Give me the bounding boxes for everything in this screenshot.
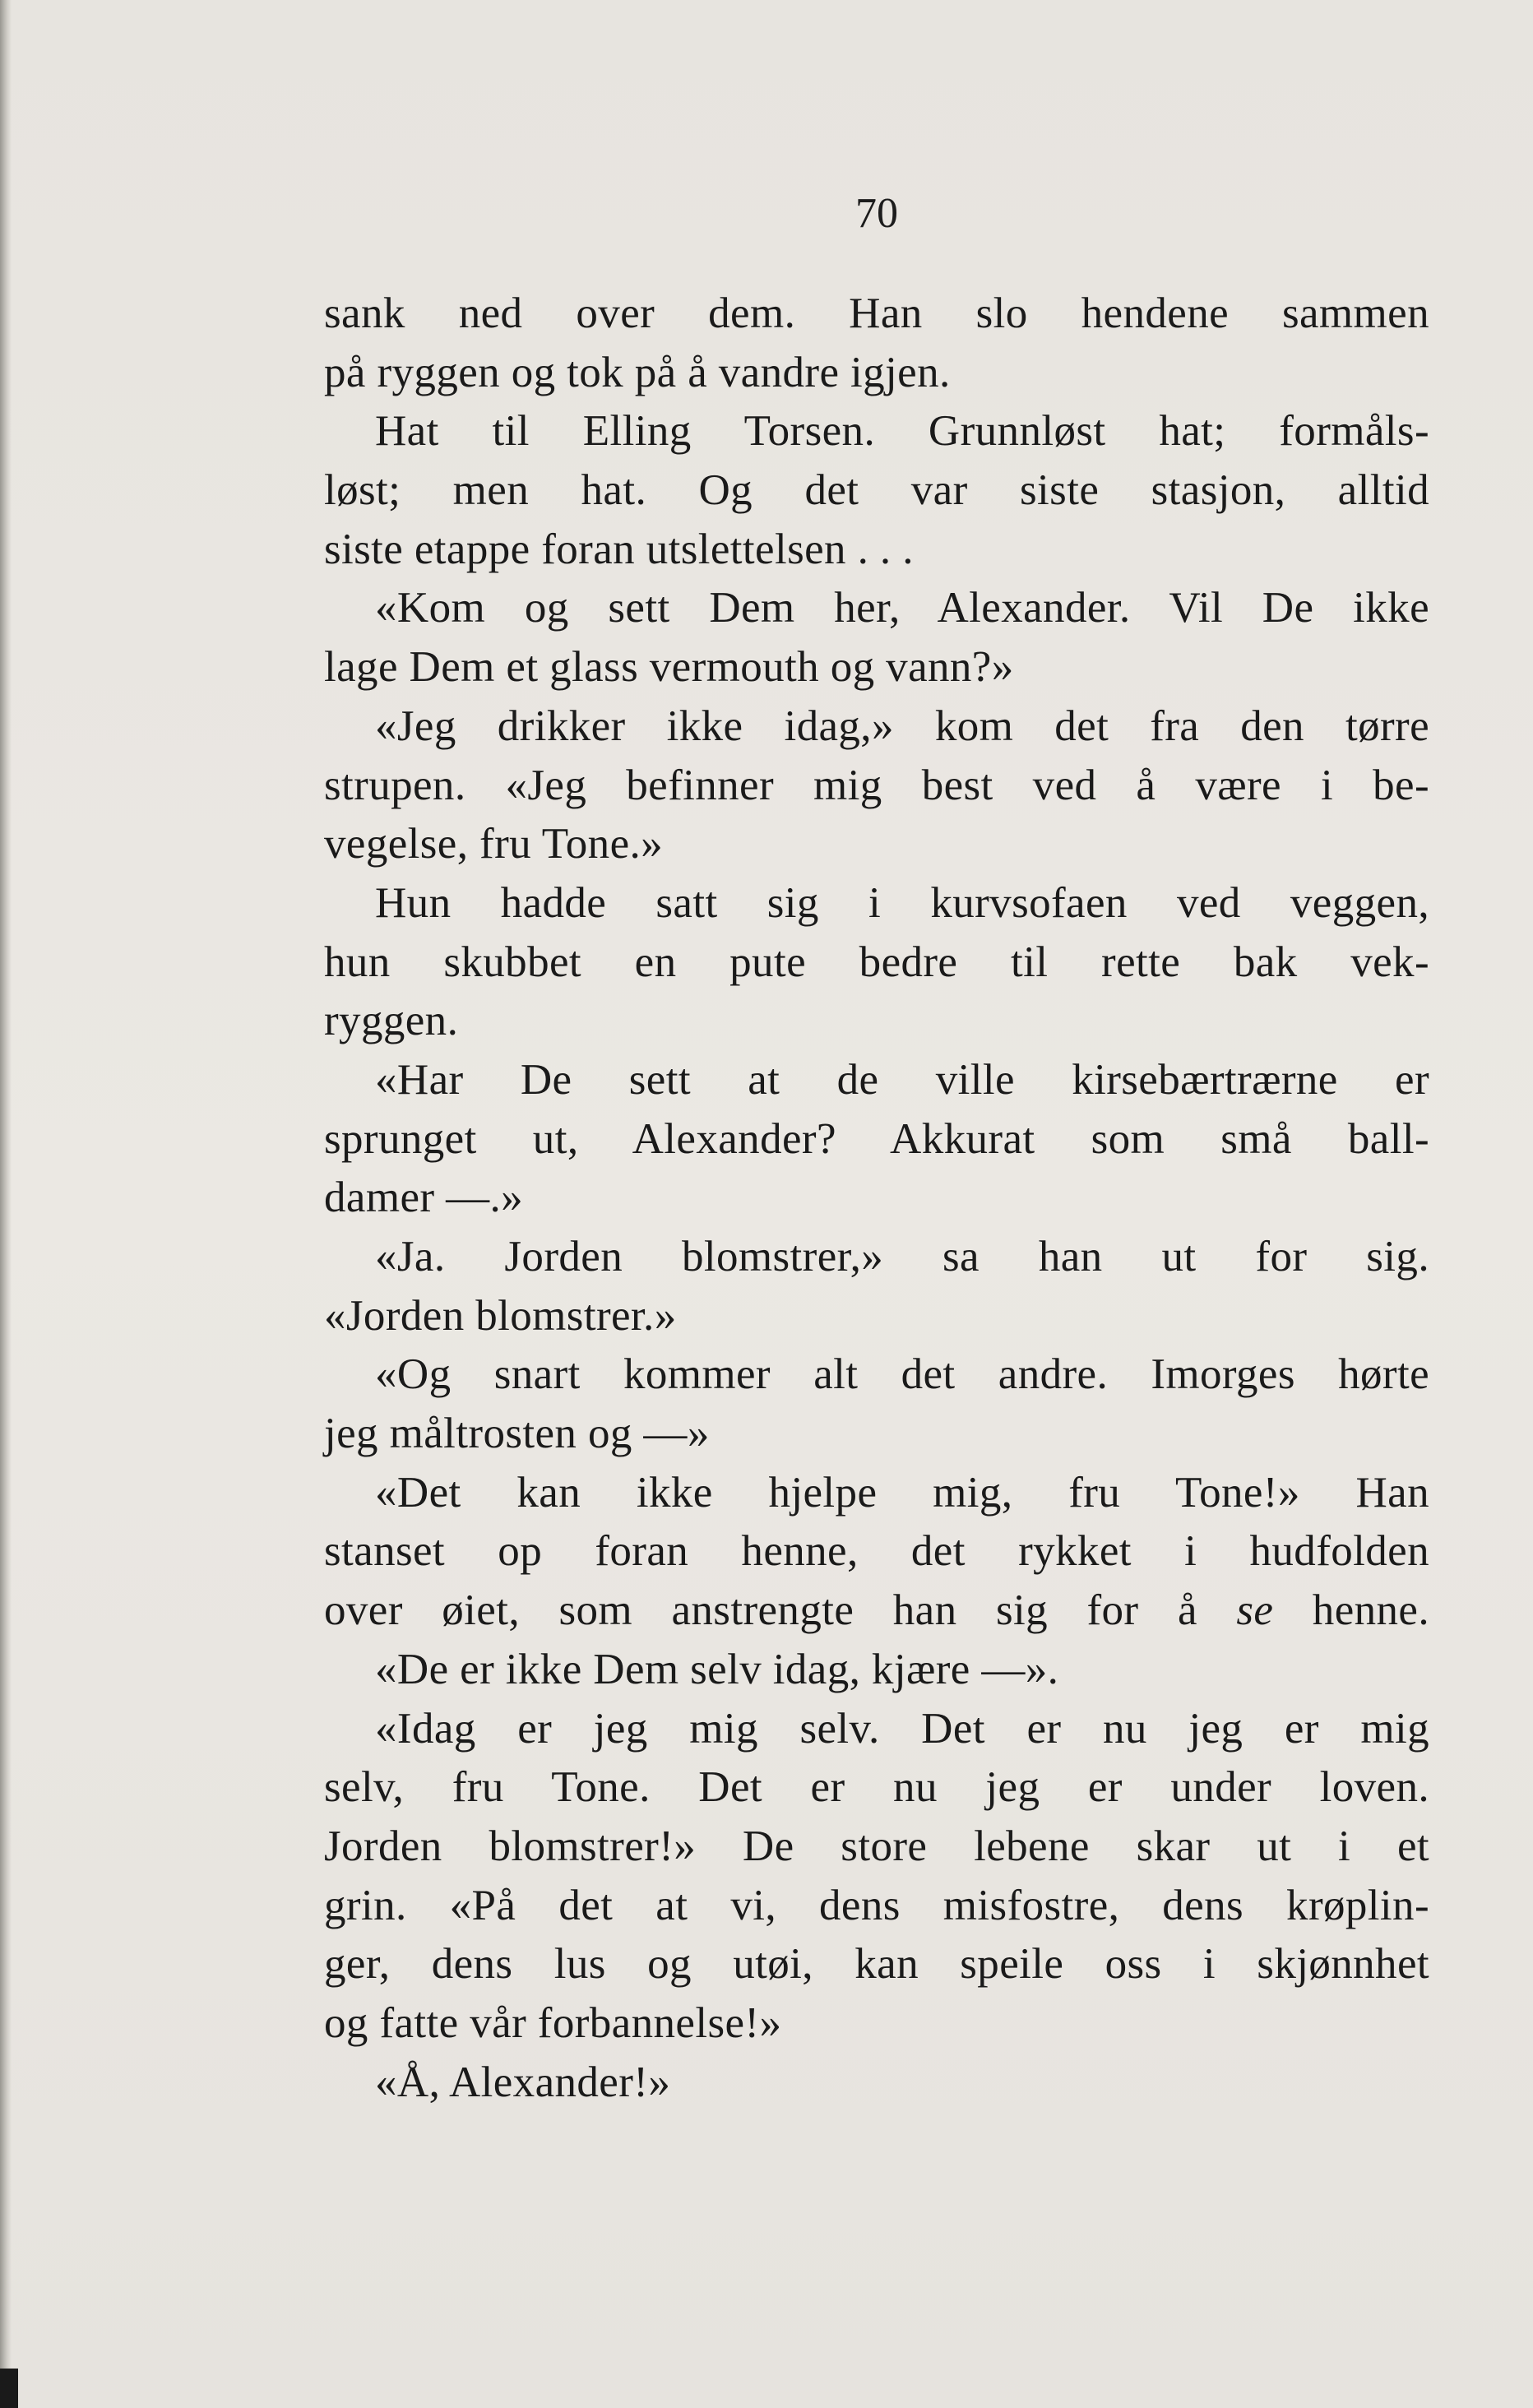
text-line <box>324 2054 1429 2113</box>
text-line <box>324 1581 1429 1641</box>
text-line-content: ger, dens lus og utøi, kan speile oss i skjønnhet <box>324 1940 1429 1989</box>
text-line-content: jeg måltrosten og —» <box>324 1410 710 1458</box>
text-line-content: «Har De sett at de ville kirsebærtrærne er <box>375 1055 1429 1104</box>
text-line-content: «Jeg drikker ikke idag,» kom det fra den tørre <box>375 702 1429 750</box>
text-line-content: løst; men hat. Og det var siste stasjon, alltid <box>324 466 1429 515</box>
text-line <box>324 1641 1429 1700</box>
text-line-content: «Det kan ikke hjelpe mig, fru Tone!» Han <box>375 1468 1429 1517</box>
text-line <box>324 757 1429 816</box>
text-line <box>324 1287 1429 1346</box>
text-line <box>324 1758 1429 1818</box>
text-line-content: stanset op foran henne, det rykket i hudfolden <box>324 1527 1429 1576</box>
scan-corner-mark <box>0 2369 18 2408</box>
text-line-content: lage Dem et glass vermouth og vann?» <box>324 643 1014 692</box>
emphasized-word: se <box>1236 1586 1274 1635</box>
text-line-content: siste etappe foran utslettelsen . . . <box>324 525 914 573</box>
text-line <box>324 521 1429 580</box>
text-line-content: Hat til Elling Torsen. Grunnløst hat; formåls- <box>375 407 1429 456</box>
text-line-content: «Jorden blomstrer.» <box>324 1291 677 1340</box>
text-line <box>324 1110 1429 1169</box>
text-line-content: selv, fru Tone. Det er nu jeg er under loven. <box>324 1763 1429 1812</box>
text-line-content: hun skubbet en pute bedre til rette bak vek- <box>324 938 1429 986</box>
text-line-tail: henne. <box>1273 1586 1429 1635</box>
text-line <box>324 874 1429 933</box>
text-line <box>324 1464 1429 1523</box>
text-line-content: sank ned over dem. Han slo hendene sammen <box>324 289 1429 337</box>
text-line <box>324 1228 1429 1287</box>
text-line <box>324 1818 1429 1877</box>
text-line <box>324 638 1429 697</box>
text-line-content: «Og snart kommer alt det andre. Imorges hørte <box>375 1350 1429 1399</box>
body-text <box>324 285 1429 2112</box>
text-line <box>324 992 1429 1051</box>
page-number: 70 <box>855 190 898 237</box>
text-line-content: «Idag er jeg mig selv. Det er nu jeg er mig <box>375 1704 1429 1753</box>
text-line <box>324 1935 1429 1994</box>
text-line-content: sprunget ut, Alexander? Akkurat som små ball- <box>324 1114 1429 1163</box>
text-line-content: damer —.» <box>324 1174 524 1222</box>
text-line-content: «Å, Alexander!» <box>375 2058 671 2106</box>
text-line <box>324 697 1429 757</box>
text-line-content: grin. «På det at vi, dens misfostre, dens krøplin- <box>324 1881 1429 1929</box>
text-line <box>324 1700 1429 1759</box>
text-line-content: vegelse, fru Tone.» <box>324 820 664 868</box>
text-line <box>324 1051 1429 1110</box>
text-line-content: ryggen. <box>324 997 459 1045</box>
text-line <box>324 1994 1429 2054</box>
text-line <box>324 1877 1429 1936</box>
text-line <box>324 461 1429 521</box>
text-line <box>324 1169 1429 1228</box>
text-line <box>324 402 1429 461</box>
page-edge-shadow <box>0 0 12 2408</box>
text-line-content: «De er ikke Dem selv idag, kjære —». <box>375 1645 1059 1693</box>
text-line-content: Jorden blomstrer!» De store lebene skar ut i et <box>324 1822 1429 1870</box>
text-line <box>324 579 1429 638</box>
text-line <box>324 1522 1429 1581</box>
text-line <box>324 285 1429 344</box>
text-line-content: og fatte vår forbannelse!» <box>324 1998 782 2047</box>
text-line-content: strupen. «Jeg befinner mig best ved å være i be- <box>324 761 1429 809</box>
text-line-content: over øiet, som anstrengte han sig for å <box>324 1586 1237 1635</box>
text-line <box>324 1405 1429 1464</box>
text-line-content: «Ja. Jorden blomstrer,» sa han ut for sig. <box>375 1233 1429 1280</box>
text-line-content: Hun hadde satt sig i kurvsofaen ved veggen, <box>375 878 1429 927</box>
text-line <box>324 815 1429 874</box>
text-line-content: på ryggen og tok på å vandre igjen. <box>324 348 951 396</box>
text-line <box>324 933 1429 993</box>
text-line <box>324 1345 1429 1405</box>
text-line-content: «Kom og sett Dem her, Alexander. Vil De ikke <box>375 584 1429 632</box>
text-line <box>324 344 1429 403</box>
